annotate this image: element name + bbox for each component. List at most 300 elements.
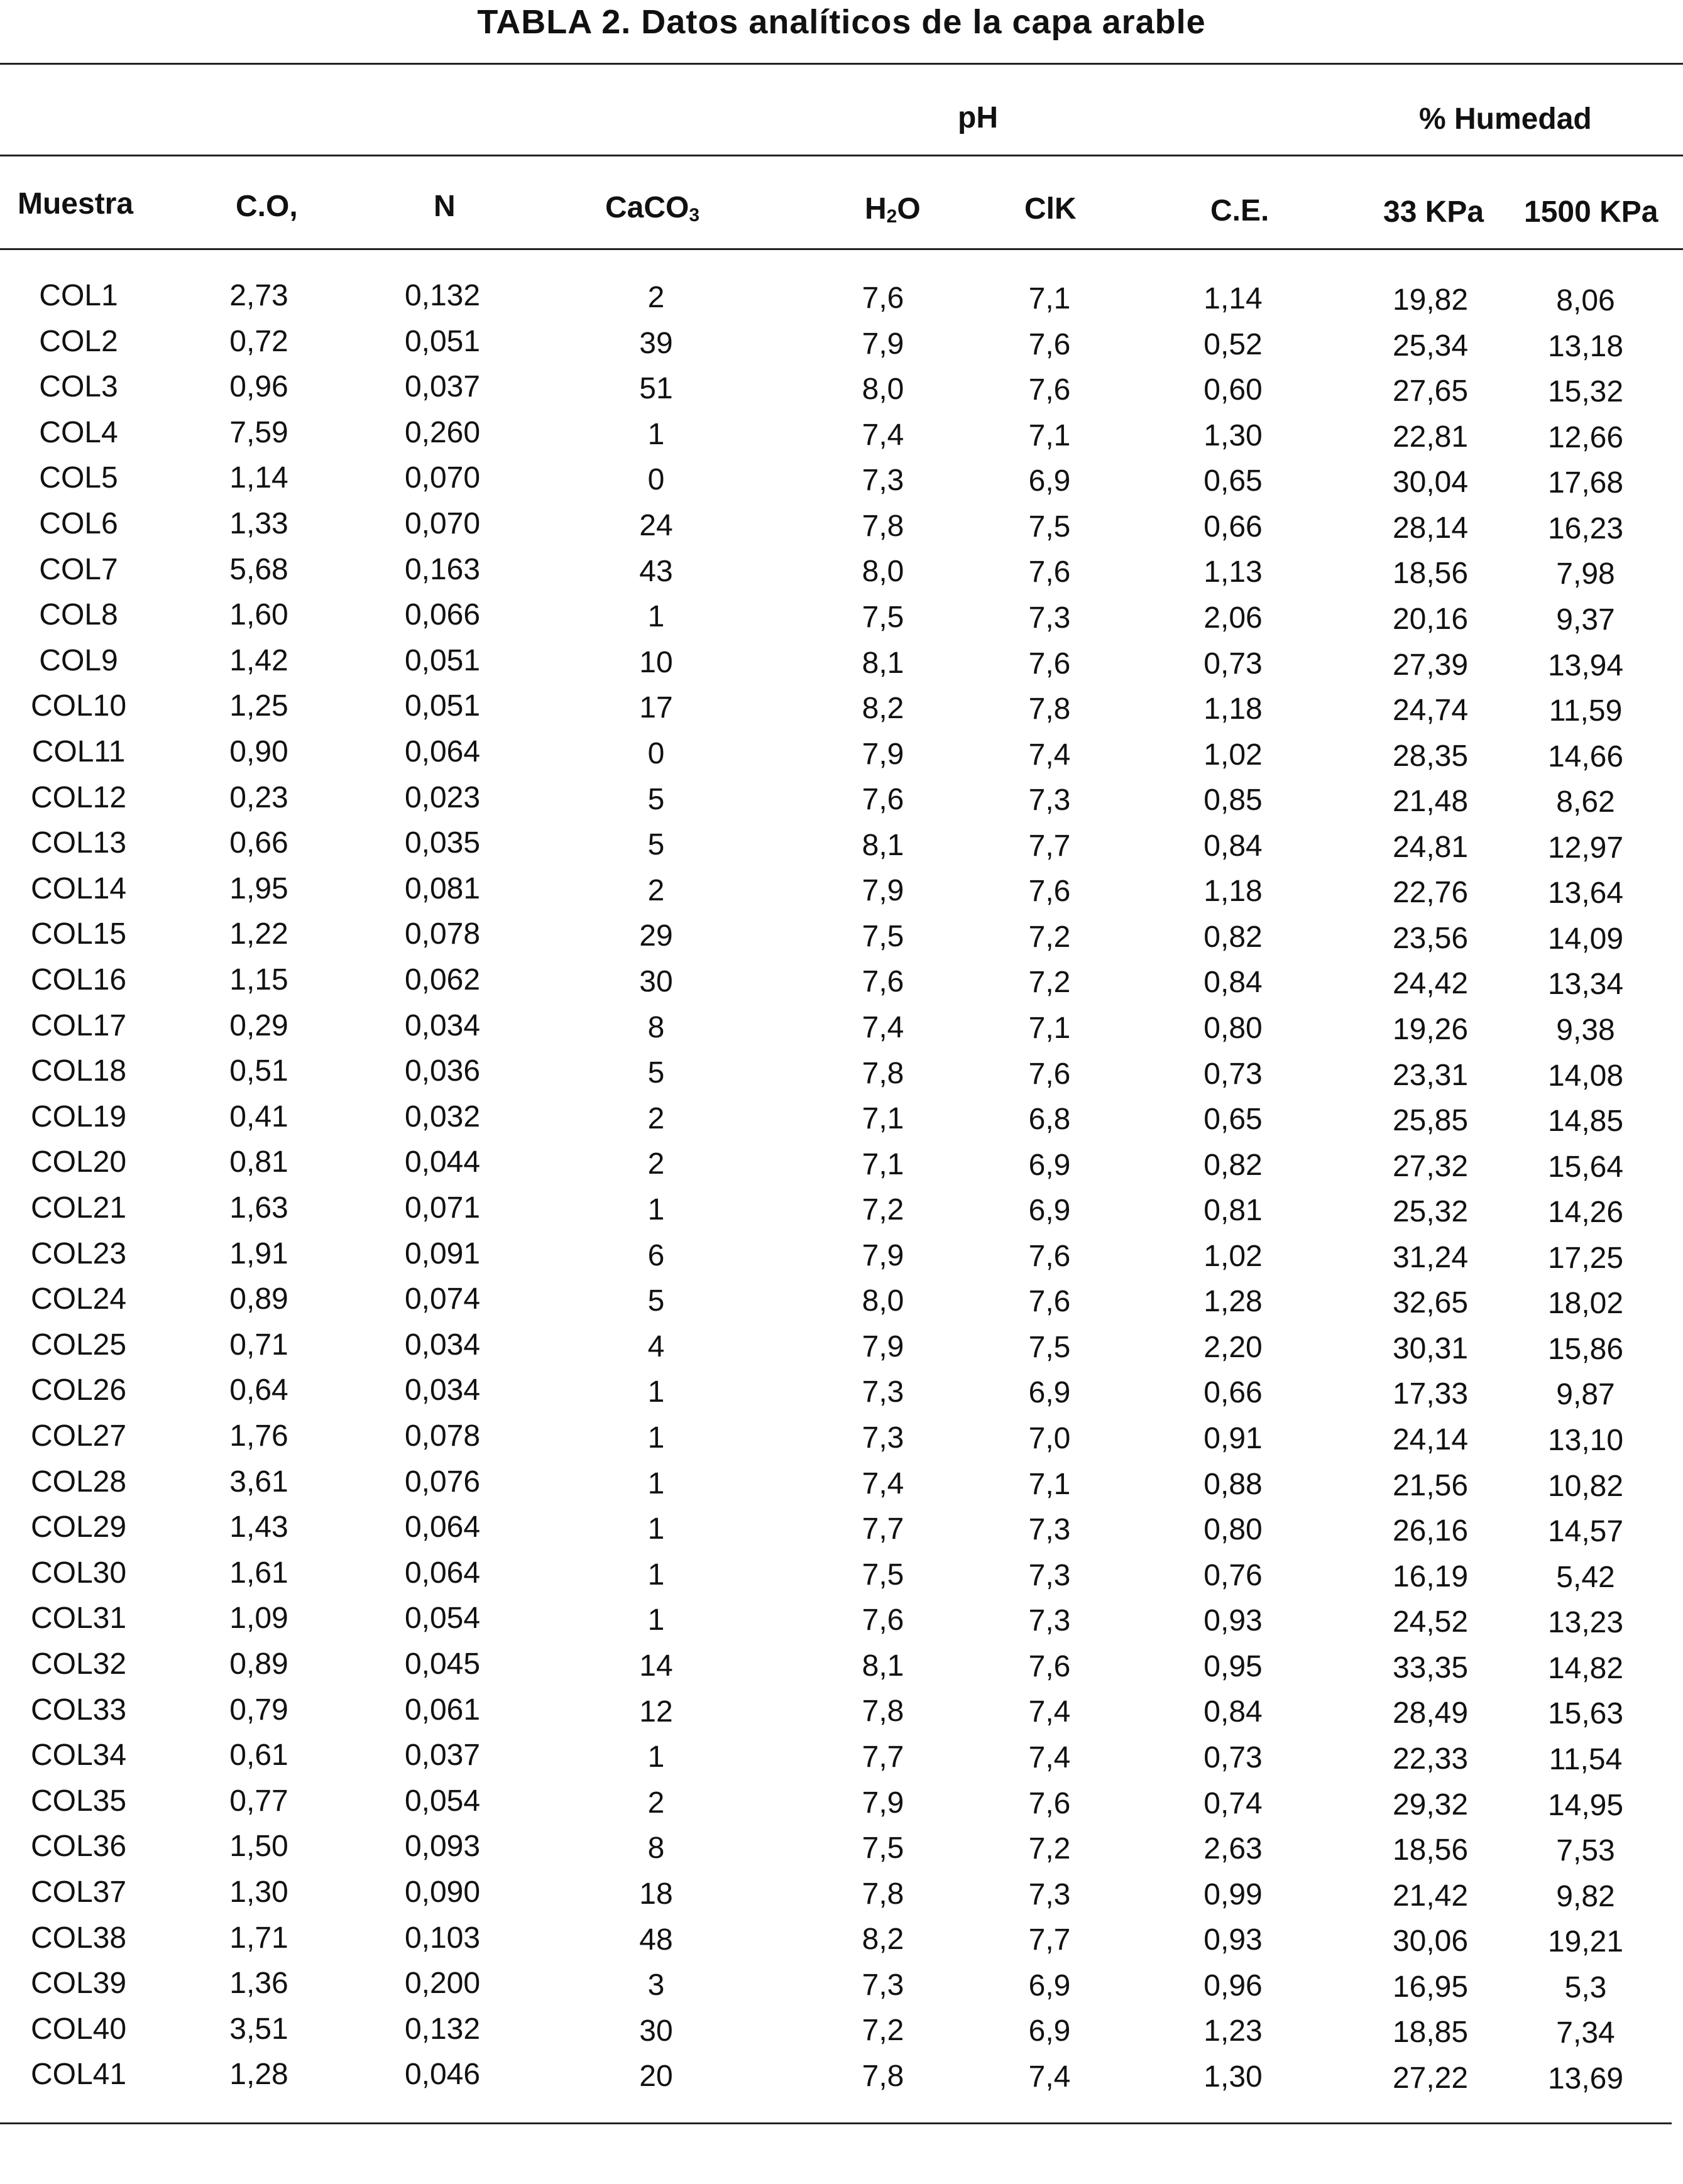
- cell-ph-cik: 7,6: [1028, 1786, 1071, 1820]
- cell-humedad-33kpa: 32,65: [1392, 1286, 1469, 1320]
- header-ph-group: pH: [958, 101, 998, 134]
- cell-ph-cik: 7,5: [1028, 1330, 1071, 1364]
- cell-ph-cik: 7,3: [1028, 1877, 1071, 1911]
- cell-humedad-1500kpa: 9,38: [1556, 1013, 1615, 1047]
- cell-humedad-1500kpa: 13,64: [1547, 876, 1624, 910]
- cell-caco3: 24: [639, 509, 673, 542]
- cell-ph-h2o: 8,1: [862, 1649, 904, 1683]
- cell-muestra: COL11: [31, 735, 126, 768]
- cell-humedad-1500kpa: 12,66: [1547, 420, 1624, 454]
- cell-n: 0,163: [404, 552, 481, 586]
- cell-humedad-1500kpa: 14,08: [1547, 1059, 1624, 1093]
- cell-humedad-33kpa: 19,26: [1392, 1013, 1469, 1046]
- cell-muestra: COL2: [39, 324, 118, 358]
- cell-caco3: 1: [647, 1421, 665, 1455]
- header-caco3-main: CaCO: [605, 191, 689, 224]
- cell-muestra: COL4: [39, 415, 118, 449]
- cell-humedad-1500kpa: 15,32: [1547, 375, 1624, 409]
- cell-muestra: COL5: [39, 461, 118, 495]
- cell-humedad-1500kpa: 14,95: [1547, 1788, 1624, 1822]
- cell-ce: 0,73: [1203, 1740, 1263, 1774]
- header-bottom-rule: [0, 248, 1683, 250]
- cell-ph-cik: 7,1: [1028, 418, 1071, 452]
- cell-n: 0,076: [404, 1465, 481, 1499]
- cell-co: 3,51: [229, 2012, 288, 2046]
- cell-caco3: 1: [647, 1512, 665, 1546]
- cell-humedad-33kpa: 28,35: [1392, 739, 1469, 773]
- cell-humedad-1500kpa: 13,69: [1547, 2061, 1624, 2095]
- cell-n: 0,034: [404, 1328, 481, 1362]
- cell-muestra: COL1: [39, 279, 118, 312]
- cell-muestra: COL27: [30, 1419, 127, 1453]
- cell-muestra: COL18: [30, 1054, 127, 1088]
- cell-muestra: COL7: [39, 552, 118, 586]
- cell-co: 1,50: [229, 1830, 288, 1864]
- cell-co: 0,29: [229, 1008, 288, 1042]
- cell-ph-h2o: 7,8: [862, 1695, 904, 1728]
- cell-ph-cik: 7,2: [1028, 966, 1071, 1000]
- cell-ph-cik: 6,9: [1028, 464, 1071, 498]
- cell-ph-cik: 7,4: [1028, 1695, 1071, 1729]
- cell-ph-h2o: 8,0: [862, 555, 904, 589]
- cell-ce: 0,66: [1203, 510, 1263, 543]
- cell-caco3: 2: [647, 1147, 665, 1181]
- cell-humedad-1500kpa: 19,21: [1547, 1925, 1624, 1959]
- cell-n: 0,037: [404, 1739, 481, 1772]
- cell-n: 0,132: [404, 2012, 481, 2046]
- cell-ce: 0,84: [1203, 829, 1263, 863]
- cell-n: 0,064: [404, 735, 481, 768]
- cell-co: 3,61: [229, 1465, 288, 1499]
- cell-ph-h2o: 7,6: [862, 281, 904, 315]
- cell-muestra: COL9: [39, 643, 118, 677]
- cell-ce: 1,30: [1203, 418, 1263, 452]
- cell-ce: 1,02: [1203, 1239, 1263, 1273]
- cell-ph-h2o: 7,2: [862, 1193, 904, 1227]
- cell-humedad-1500kpa: 15,86: [1547, 1332, 1624, 1366]
- cell-humedad-33kpa: 16,95: [1392, 1970, 1469, 2004]
- cell-humedad-1500kpa: 5,42: [1556, 1560, 1615, 1594]
- cell-muestra: COL41: [30, 2058, 127, 2092]
- cell-ph-cik: 7,1: [1028, 1012, 1071, 1045]
- cell-n: 0,078: [404, 917, 481, 951]
- cell-caco3: 2: [647, 281, 665, 314]
- cell-co: 1,09: [229, 1602, 288, 1635]
- group-header-rule: [0, 155, 1683, 156]
- cell-muestra: COL15: [30, 917, 127, 951]
- cell-co: 1,15: [229, 963, 288, 996]
- cell-humedad-33kpa: 24,74: [1392, 694, 1469, 727]
- cell-muestra: COL17: [30, 1008, 127, 1042]
- cell-caco3: 51: [639, 372, 673, 406]
- cell-humedad-1500kpa: 13,94: [1547, 648, 1624, 682]
- cell-muestra: COL29: [30, 1510, 127, 1544]
- cell-n: 0,090: [404, 1876, 481, 1909]
- cell-caco3: 12: [639, 1695, 673, 1728]
- cell-humedad-33kpa: 16,19: [1392, 1559, 1469, 1593]
- cell-ce: 0,84: [1203, 1695, 1263, 1729]
- cell-co: 1,14: [229, 461, 288, 495]
- cell-muestra: COL21: [30, 1191, 127, 1225]
- cell-ph-h2o: 7,9: [862, 874, 904, 908]
- cell-n: 0,093: [404, 1830, 481, 1864]
- cell-ce: 1,23: [1203, 2014, 1263, 2048]
- cell-humedad-1500kpa: 9,87: [1556, 1378, 1615, 1412]
- cell-ce: 0,82: [1203, 920, 1263, 954]
- cell-ce: 1,02: [1203, 738, 1263, 772]
- cell-ce: 0,60: [1203, 373, 1263, 407]
- cell-co: 1,43: [229, 1510, 288, 1544]
- cell-muestra: COL10: [30, 689, 127, 723]
- cell-n: 0,034: [404, 1373, 481, 1407]
- cell-ph-h2o: 8,2: [862, 1923, 904, 1957]
- cell-ph-h2o: 7,2: [862, 2014, 904, 2048]
- cell-humedad-33kpa: 23,56: [1392, 921, 1469, 955]
- cell-caco3: 1: [647, 417, 665, 451]
- cell-humedad-33kpa: 24,14: [1392, 1423, 1469, 1456]
- cell-humedad-1500kpa: 5,3: [1564, 1970, 1607, 2004]
- cell-n: 0,046: [404, 2058, 481, 2092]
- cell-ce: 0,93: [1203, 1923, 1263, 1957]
- cell-humedad-1500kpa: 14,26: [1547, 1196, 1624, 1230]
- cell-ph-cik: 6,9: [1028, 1194, 1071, 1228]
- cell-humedad-1500kpa: 15,64: [1547, 1150, 1624, 1184]
- cell-humedad-33kpa: 25,85: [1392, 1104, 1469, 1138]
- cell-humedad-33kpa: 31,24: [1392, 1240, 1469, 1274]
- cell-muestra: COL40: [30, 2012, 127, 2046]
- cell-ph-h2o: 8,1: [862, 828, 904, 862]
- cell-ce: 0,74: [1203, 1786, 1263, 1820]
- cell-humedad-1500kpa: 8,62: [1556, 785, 1615, 819]
- cell-ce: 1,30: [1203, 2060, 1263, 2094]
- cell-humedad-1500kpa: 13,18: [1547, 329, 1624, 363]
- cell-ce: 0,93: [1203, 1604, 1263, 1638]
- cell-ph-h2o: 7,8: [862, 2059, 904, 2093]
- cell-caco3: 8: [647, 1832, 665, 1865]
- cell-humedad-33kpa: 17,33: [1392, 1377, 1469, 1411]
- cell-co: 1,30: [229, 1876, 288, 1909]
- cell-humedad-33kpa: 24,42: [1392, 967, 1469, 1001]
- cell-ph-h2o: 7,9: [862, 1238, 904, 1272]
- cell-n: 0,074: [404, 1282, 481, 1316]
- cell-muestra: COL24: [30, 1282, 127, 1316]
- cell-muestra: COL6: [39, 507, 118, 540]
- cell-ph-h2o: 7,5: [862, 1832, 904, 1865]
- cell-ce: 0,96: [1203, 1968, 1263, 2002]
- cell-caco3: 39: [639, 326, 673, 360]
- cell-ph-h2o: 7,9: [862, 1786, 904, 1820]
- cell-humedad-1500kpa: 17,25: [1547, 1241, 1624, 1275]
- cell-humedad-1500kpa: 13,34: [1547, 968, 1624, 1002]
- cell-muestra: COL20: [30, 1145, 127, 1179]
- cell-ce: 0,65: [1203, 1103, 1263, 1137]
- cell-muestra: COL36: [30, 1830, 127, 1864]
- cell-co: 0,89: [229, 1282, 288, 1316]
- cell-ph-cik: 7,3: [1028, 1604, 1071, 1638]
- header-humedad-group: % Humedad: [1419, 102, 1592, 136]
- cell-humedad-1500kpa: 9,82: [1556, 1879, 1615, 1913]
- cell-n: 0,044: [404, 1145, 481, 1179]
- cell-co: 0,51: [229, 1054, 288, 1088]
- cell-humedad-33kpa: 18,85: [1392, 2016, 1469, 2050]
- cell-humedad-33kpa: 29,32: [1392, 1788, 1469, 1821]
- cell-muestra: COL34: [30, 1739, 127, 1772]
- cell-ce: 0,95: [1203, 1649, 1263, 1683]
- cell-muestra: COL19: [30, 1100, 127, 1133]
- cell-co: 1,60: [229, 598, 288, 632]
- cell-humedad-33kpa: 27,22: [1392, 2061, 1469, 2095]
- cell-ph-h2o: 7,4: [862, 1011, 904, 1044]
- cell-ce: 1,14: [1203, 282, 1263, 315]
- cell-humedad-33kpa: 18,56: [1392, 557, 1469, 591]
- cell-n: 0,070: [404, 461, 481, 495]
- cell-ce: 0,88: [1203, 1467, 1263, 1501]
- cell-ce: 0,66: [1203, 1376, 1263, 1410]
- cell-ph-cik: 7,6: [1028, 327, 1071, 361]
- cell-ph-cik: 7,1: [1028, 1467, 1071, 1501]
- cell-ce: 0,73: [1203, 647, 1263, 680]
- cell-muestra: COL37: [30, 1876, 127, 1909]
- cell-n: 0,062: [404, 963, 481, 996]
- cell-caco3: 48: [639, 1923, 673, 1957]
- cell-ph-h2o: 7,6: [862, 965, 904, 999]
- cell-caco3: 1: [647, 1740, 665, 1774]
- cell-co: 0,89: [229, 1647, 288, 1681]
- cell-ph-cik: 7,7: [1028, 1923, 1071, 1957]
- cell-humedad-1500kpa: 14,82: [1547, 1651, 1624, 1685]
- cell-n: 0,200: [404, 1967, 481, 2001]
- cell-humedad-33kpa: 28,14: [1392, 511, 1469, 545]
- cell-ce: 0,84: [1203, 966, 1263, 1000]
- cell-co: 0,61: [229, 1739, 288, 1772]
- cell-caco3: 5: [647, 1284, 665, 1318]
- cell-humedad-1500kpa: 16,23: [1547, 511, 1624, 545]
- cell-ph-cik: 7,3: [1028, 1558, 1071, 1592]
- cell-humedad-33kpa: 21,48: [1392, 785, 1469, 819]
- cell-co: 1,63: [229, 1191, 288, 1225]
- cell-ph-h2o: 7,1: [862, 1102, 904, 1136]
- cell-humedad-1500kpa: 8,06: [1556, 284, 1615, 317]
- header-n: N: [434, 190, 456, 223]
- cell-ph-cik: 6,9: [1028, 2014, 1071, 2048]
- cell-humedad-1500kpa: 11,54: [1549, 1742, 1623, 1776]
- cell-n: 0,045: [404, 1647, 481, 1681]
- cell-co: 1,42: [229, 643, 288, 677]
- cell-ph-h2o: 7,6: [862, 783, 904, 817]
- cell-humedad-33kpa: 28,49: [1392, 1696, 1469, 1730]
- cell-ph-cik: 7,6: [1028, 875, 1071, 909]
- cell-co: 1,22: [229, 917, 288, 951]
- header-h2o-subscript: 2: [886, 206, 897, 227]
- cell-muestra: COL28: [30, 1465, 127, 1499]
- cell-n: 0,103: [404, 1921, 481, 1955]
- cell-humedad-1500kpa: 7,34: [1556, 2016, 1615, 2050]
- cell-ph-h2o: 8,0: [862, 373, 904, 407]
- cell-caco3: 4: [647, 1330, 665, 1363]
- cell-co: 1,33: [229, 507, 288, 540]
- cell-muestra: COL38: [30, 1921, 127, 1955]
- cell-n: 0,071: [404, 1191, 481, 1225]
- cell-ph-h2o: 7,7: [862, 1740, 904, 1774]
- cell-ce: 1,18: [1203, 692, 1263, 726]
- cell-ph-cik: 7,6: [1028, 555, 1071, 589]
- cell-muestra: COL23: [30, 1237, 127, 1270]
- cell-muestra: COL33: [30, 1693, 127, 1727]
- cell-ce: 2,20: [1203, 1330, 1263, 1364]
- cell-ph-cik: 7,3: [1028, 784, 1071, 817]
- cell-caco3: 1: [647, 600, 665, 634]
- cell-co: 2,73: [229, 279, 288, 312]
- cell-ph-h2o: 7,8: [862, 1877, 904, 1911]
- cell-ph-h2o: 7,3: [862, 464, 904, 498]
- cell-n: 0,078: [404, 1419, 481, 1453]
- top-rule: [0, 63, 1683, 65]
- cell-muestra: COL13: [30, 826, 127, 860]
- cell-humedad-33kpa: 27,32: [1392, 1149, 1469, 1183]
- cell-co: 0,77: [229, 1784, 288, 1818]
- cell-ph-h2o: 7,8: [862, 509, 904, 543]
- cell-n: 0,132: [404, 279, 481, 312]
- cell-ce: 2,63: [1203, 1832, 1263, 1865]
- cell-n: 0,051: [404, 643, 481, 677]
- cell-humedad-33kpa: 33,35: [1392, 1651, 1469, 1684]
- cell-ph-h2o: 7,1: [862, 1147, 904, 1181]
- cell-caco3: 8: [647, 1010, 665, 1044]
- cell-caco3: 1: [647, 1603, 665, 1637]
- cell-humedad-1500kpa: 18,02: [1547, 1287, 1624, 1321]
- cell-muestra: COL16: [30, 963, 127, 996]
- cell-humedad-33kpa: 27,65: [1392, 374, 1469, 408]
- cell-ph-cik: 7,6: [1028, 1285, 1071, 1319]
- cell-co: 1,76: [229, 1419, 288, 1453]
- cell-co: 0,96: [229, 370, 288, 404]
- cell-humedad-1500kpa: 10,82: [1547, 1469, 1624, 1503]
- cell-caco3: 30: [639, 2014, 673, 2048]
- header-h2o: [865, 192, 921, 226]
- cell-ph-h2o: 7,3: [862, 1421, 904, 1455]
- cell-ph-h2o: 7,7: [862, 1512, 904, 1546]
- cell-co: 0,79: [229, 1693, 288, 1727]
- cell-ph-h2o: 7,4: [862, 418, 904, 452]
- cell-muestra: COL39: [30, 1967, 127, 2001]
- cell-ph-h2o: 8,1: [862, 646, 904, 680]
- cell-humedad-33kpa: 20,16: [1392, 602, 1469, 636]
- cell-muestra: COL26: [30, 1373, 127, 1407]
- cell-caco3: 0: [647, 737, 665, 770]
- cell-caco3: 1: [647, 1466, 665, 1500]
- header-ce: C.E.: [1210, 194, 1269, 227]
- header-33kpa: 33 KPa: [1383, 195, 1484, 229]
- cell-caco3: 2: [647, 873, 665, 907]
- cell-caco3: 6: [647, 1238, 665, 1272]
- cell-ce: 1,13: [1203, 555, 1263, 589]
- cell-co: 1,61: [229, 1556, 288, 1590]
- cell-ce: 0,73: [1203, 1057, 1263, 1091]
- cell-n: 0,064: [404, 1556, 481, 1590]
- cell-muestra: COL32: [30, 1647, 127, 1681]
- cell-ph-cik: 7,1: [1028, 282, 1071, 315]
- cell-humedad-1500kpa: 14,09: [1547, 922, 1624, 956]
- cell-humedad-1500kpa: 14,57: [1547, 1515, 1624, 1549]
- cell-co: 0,66: [229, 826, 288, 860]
- cell-humedad-1500kpa: 15,63: [1547, 1697, 1624, 1731]
- cell-caco3: 3: [647, 1968, 665, 2002]
- cell-n: 0,064: [404, 1510, 481, 1544]
- cell-n: 0,081: [404, 871, 481, 905]
- cell-co: 5,68: [229, 552, 288, 586]
- cell-n: 0,066: [404, 598, 481, 632]
- cell-ph-cik: 7,5: [1028, 510, 1071, 543]
- cell-ce: 1,28: [1203, 1285, 1263, 1319]
- cell-ce: 0,91: [1203, 1422, 1263, 1455]
- cell-co: 0,23: [229, 780, 288, 814]
- cell-co: 1,28: [229, 2058, 288, 2092]
- cell-ph-h2o: 7,5: [862, 600, 904, 634]
- cell-co: 0,64: [229, 1373, 288, 1407]
- cell-co: 0,90: [229, 735, 288, 768]
- header-caco3-subscript: 3: [689, 205, 700, 226]
- cell-co: 0,81: [229, 1145, 288, 1179]
- cell-caco3: 20: [639, 2060, 673, 2094]
- cell-humedad-33kpa: 27,39: [1392, 648, 1469, 682]
- cell-ph-cik: 7,4: [1028, 2060, 1071, 2094]
- cell-co: 1,95: [229, 871, 288, 905]
- cell-ph-cik: 6,9: [1028, 1968, 1071, 2002]
- cell-caco3: 2: [647, 1101, 665, 1135]
- header-muestra: Muestra: [18, 187, 134, 221]
- cell-humedad-1500kpa: 14,66: [1547, 740, 1624, 773]
- cell-n: 0,036: [404, 1054, 481, 1088]
- cell-muestra: COL12: [30, 780, 127, 814]
- cell-humedad-1500kpa: 12,97: [1547, 831, 1624, 865]
- cell-humedad-33kpa: 19,82: [1392, 283, 1469, 317]
- cell-humedad-33kpa: 30,31: [1392, 1331, 1469, 1365]
- cell-ph-cik: 7,6: [1028, 1057, 1071, 1091]
- cell-ce: 0,52: [1203, 327, 1263, 361]
- cell-n: 0,061: [404, 1693, 481, 1727]
- cell-caco3: 18: [639, 1877, 673, 1911]
- cell-ph-cik: 7,2: [1028, 1832, 1071, 1865]
- cell-humedad-33kpa: 21,56: [1392, 1468, 1469, 1502]
- cell-caco3: 17: [639, 691, 673, 725]
- cell-ce: 0,76: [1203, 1558, 1263, 1592]
- cell-ce: 0,82: [1203, 1148, 1263, 1182]
- cell-ce: 0,99: [1203, 1877, 1263, 1911]
- cell-humedad-1500kpa: 11,59: [1549, 694, 1623, 728]
- cell-ph-h2o: 7,3: [862, 1968, 904, 2002]
- cell-ce: 1,18: [1203, 875, 1263, 909]
- header-cik: ClK: [1024, 192, 1077, 226]
- cell-muestra: COL35: [30, 1784, 127, 1818]
- cell-ce: 0,80: [1203, 1513, 1263, 1547]
- cell-humedad-33kpa: 30,04: [1392, 466, 1469, 500]
- cell-ph-h2o: 7,9: [862, 1330, 904, 1363]
- cell-ce: 0,80: [1203, 1012, 1263, 1045]
- cell-ph-cik: 7,0: [1028, 1422, 1071, 1455]
- bottom-rule: [0, 2122, 1672, 2124]
- cell-humedad-1500kpa: 7,98: [1556, 557, 1615, 591]
- cell-ph-cik: 7,6: [1028, 1649, 1071, 1683]
- cell-ph-h2o: 7,6: [862, 1603, 904, 1637]
- cell-n: 0,054: [404, 1784, 481, 1818]
- cell-humedad-33kpa: 24,52: [1392, 1605, 1469, 1639]
- cell-humedad-33kpa: 22,33: [1392, 1742, 1469, 1776]
- cell-ph-cik: 7,3: [1028, 601, 1071, 635]
- cell-ph-cik: 7,4: [1028, 1740, 1071, 1774]
- cell-caco3: 1: [647, 1558, 665, 1592]
- cell-caco3: 1: [647, 1375, 665, 1409]
- cell-co: 1,25: [229, 689, 288, 723]
